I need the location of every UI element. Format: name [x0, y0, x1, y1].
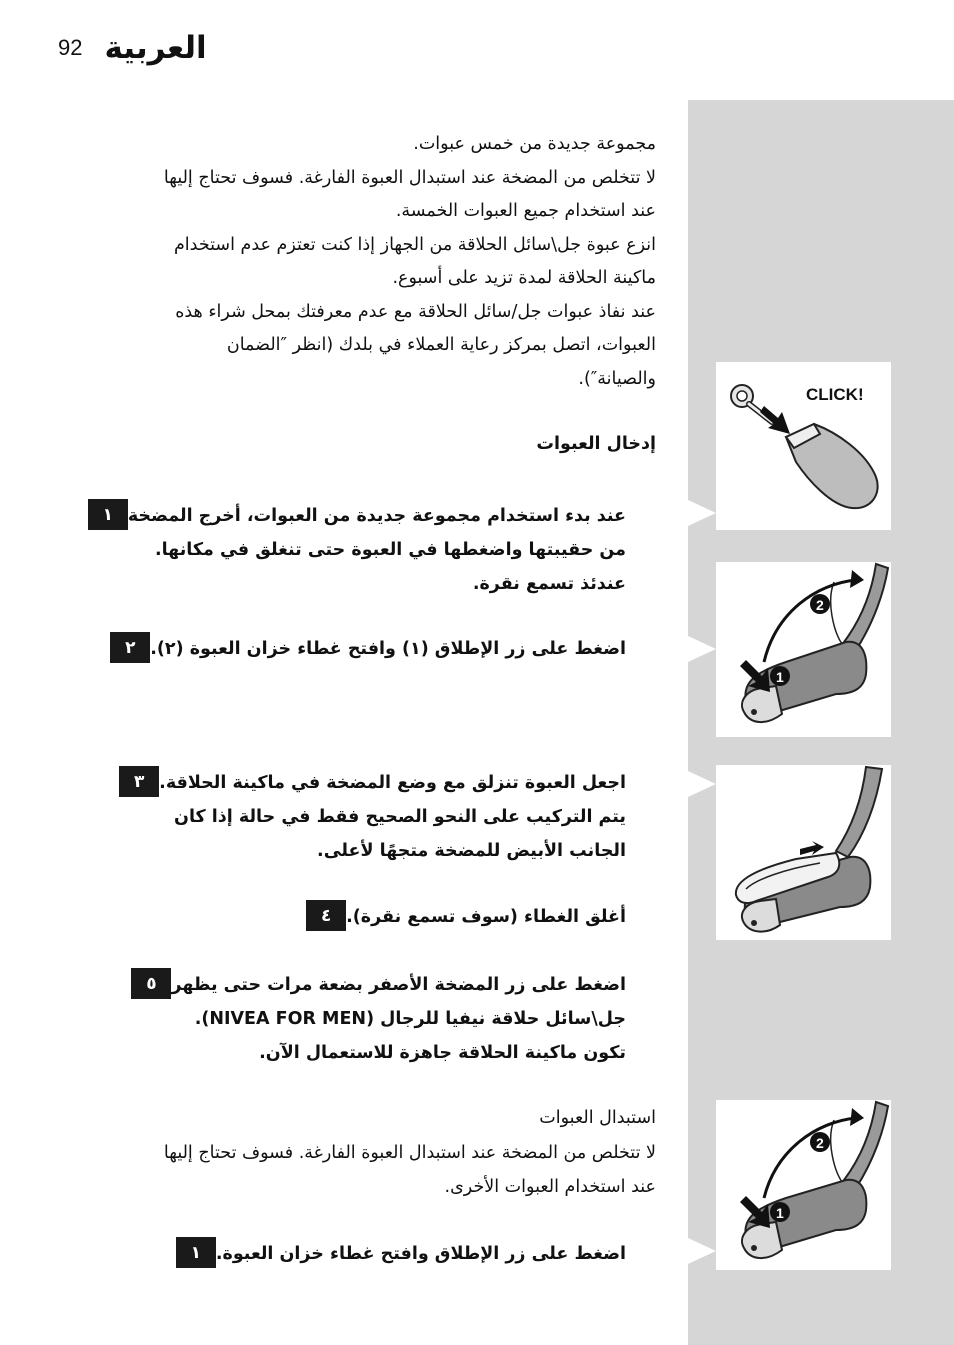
sidebar-notch: [688, 500, 716, 526]
sidebar-notch: [688, 771, 716, 797]
intro-line: والصيانة″).: [578, 368, 656, 389]
page-header: [58, 30, 207, 66]
step-line: عند بدء استخدام مجموعة جديدة من العبوات، أخرج المضخة: [127, 506, 626, 526]
step-line: من حقيبتها واضغطها في العبوة حتى تنغلق في مكانها.: [154, 540, 626, 560]
intro-line: لا تتخلص من المضخة عند استبدال العبوة الفارغة. فسوف تحتاج إليها: [163, 167, 656, 188]
insert-step-3: [119, 766, 656, 868]
figure-slide-cartridge: [716, 765, 891, 940]
insert-heading: إدخال العبوات: [536, 434, 656, 454]
step-line: عندئذ تسمع نقرة.: [472, 574, 626, 594]
step-number: ٣: [119, 766, 159, 797]
figure-pump-insert: [716, 362, 891, 530]
insert-step-1: [88, 499, 656, 601]
sidebar-notch: [688, 1238, 716, 1264]
step-line: الجانب الأبيض للمضخة متجهًا لأعلى.: [317, 841, 626, 861]
step-number: ٢: [110, 632, 150, 663]
replace-step-1: [176, 1237, 656, 1271]
intro-line: العبوات، اتصل بمركز رعاية العملاء في بلدك (انظر ″الضمان: [226, 335, 656, 355]
step-text: [159, 766, 626, 868]
step-text: [171, 968, 626, 1070]
replace-heading: استبدال العبوات: [539, 1108, 656, 1128]
step-line: جل\سائل حلاقة نيفيا للرجال (NIVEA FOR MEN).: [194, 1009, 626, 1029]
step-line: اجعل العبوة تنزلق مع وضع المضخة في ماكينة الحلاقة.: [159, 773, 626, 793]
page-number: 92: [58, 35, 83, 60]
step-line: اضغط على زر المضخة الأصفر بضعة مرات حتى يظهر: [171, 975, 626, 995]
step-number: ٤: [306, 900, 346, 931]
replace-line: لا تتخلص من المضخة عند استبدال العبوة الفارغة. فسوف تحتاج إليها: [163, 1143, 656, 1163]
step-line: أغلق الغطاء (سوف تسمع نقرة).: [346, 907, 626, 927]
replace-line: عند استخدام العبوات الأخرى.: [444, 1176, 656, 1197]
intro-paragraph: [164, 128, 656, 396]
insert-step-2: [110, 632, 656, 666]
callout-1: 1: [776, 1205, 784, 1221]
section-title: العربية: [104, 30, 207, 66]
step-number: ١: [176, 1237, 216, 1268]
intro-line: انزع عبوة جل\سائل الحلاقة من الجهاز إذا كنت تعتزم عدم استخدام: [173, 234, 656, 255]
callout-2: 2: [816, 597, 824, 613]
figure-open-lid-replace: [716, 1100, 891, 1270]
figure-open-lid: [716, 562, 891, 737]
callout-2: 2: [816, 1135, 824, 1151]
step-text: [128, 499, 626, 601]
step-text: [216, 1237, 626, 1271]
step-line: تكون ماكينة الحلاقة جاهزة للاستعمال الآن.: [259, 1043, 626, 1063]
step-line: اضغط على زر الإطلاق (١) وافتح غطاء خزان العبوة (٢).: [150, 639, 626, 659]
insert-step-4: [306, 900, 656, 934]
step-line: اضغط على زر الإطلاق وافتح غطاء خزان العبوة.: [215, 1244, 626, 1264]
intro-line: عند استخدام جميع العبوات الخمسة.: [395, 201, 656, 221]
intro-line: عند نفاذ عبوات جل/سائل الحلاقة مع عدم معرفتك بمحل شراء هذه: [175, 301, 656, 322]
step-number: ٥: [131, 968, 171, 999]
step-text: [346, 900, 626, 934]
intro-line: ماكينة الحلاقة لمدة تزيد على أسبوع.: [392, 268, 656, 288]
intro-line: مجموعة جديدة من خمس عبوات.: [413, 134, 656, 154]
click-label: CLICK!: [806, 385, 864, 404]
replace-paragraph: [164, 1137, 656, 1204]
step-number: ١: [88, 499, 128, 530]
insert-step-5: [131, 968, 656, 1070]
step-text: [150, 632, 626, 666]
step-line: يتم التركيب على النحو الصحيح فقط في حالة إذا كان: [174, 807, 626, 827]
callout-1: 1: [776, 669, 784, 685]
sidebar-notch: [688, 636, 716, 662]
